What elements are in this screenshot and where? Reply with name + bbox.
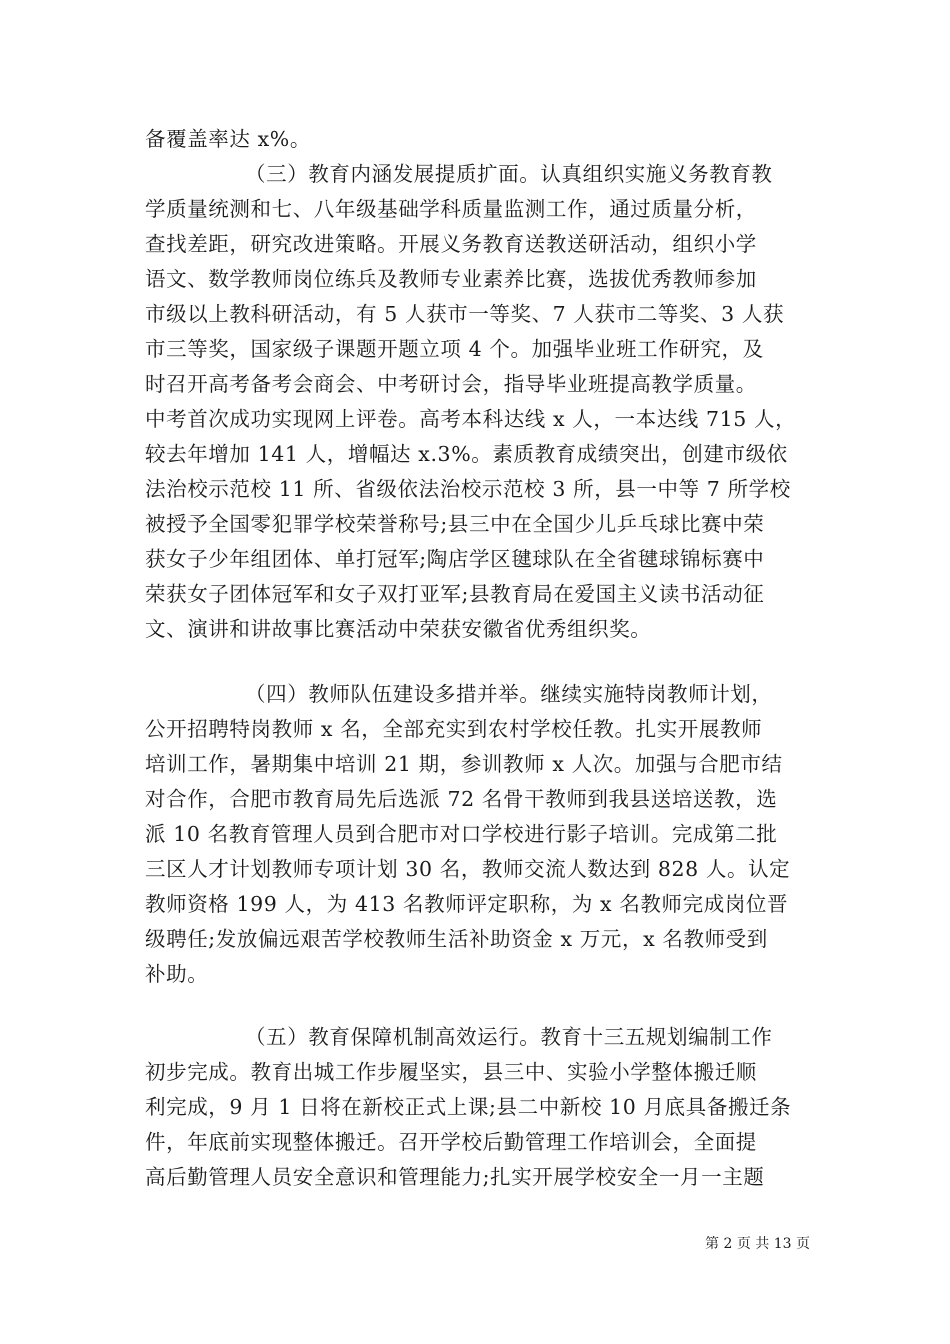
text-line: 法治校示范校 11 所、省级依法治校示范校 3 所，县一中等 7 所学校 [145, 477, 791, 501]
text-line: 市三等奖，国家级子课题开题立项 4 个。加强毕业班工作研究，及 [145, 337, 764, 361]
text-line: 被授予全国零犯罪学校荣誉称号;县三中在全国少儿乒乓球比赛中荣 [145, 512, 765, 536]
text-line: 公开招聘特岗教师 x 名，全部充实到农村学校任教。扎实开展教师 [145, 717, 763, 741]
text-line: 级聘任;发放偏远艰苦学校教师生活补助资金 x 万元，x 名教师受到 [145, 927, 768, 951]
text-line: 高后勤管理人员安全意识和管理能力;扎实开展学校安全一月一主题 [145, 1165, 765, 1189]
text-line: 利完成，9 月 1 日将在新校正式上课;县二中新校 10 月底具备搬迁条 [145, 1095, 792, 1119]
text-line: 文、演讲和讲故事比赛活动中荣获安徽省优秀组织奖。 [145, 617, 652, 641]
text-line: 补助。 [145, 962, 209, 986]
text-line: 对合作，合肥市教育局先后选派 72 名骨干教师到我县送培送教，选 [145, 787, 778, 811]
text-line: 学质量统测和七、八年级基础学科质量监测工作，通过质量分析， [145, 197, 757, 221]
text-line: 初步完成。教育出城工作步履坚实，县三中、实验小学整体搬迁顺 [145, 1060, 757, 1084]
text-line: 荣获女子团体冠军和女子双打亚军;县教育局在爱国主义读书活动征 [145, 582, 765, 606]
text-line: 获女子少年组团体、单打冠军;陶店学区毽球队在全省毽球锦标赛中 [145, 547, 765, 571]
text-line: 较去年增加 141 人，增幅达 x.3%。素质教育成绩突出，创建市级依 [145, 442, 788, 466]
page-number: 第 2 页 共 13 页 [705, 1236, 810, 1252]
text-line: 三区人才计划教师专项计划 30 名，教师交流人数达到 828 人。认定 [145, 857, 791, 881]
text-line: 培训工作，暑期集中培训 21 期，参训教师 x 人次。加强与合肥市结 [145, 752, 783, 776]
text-line: （五）教育保障机制高效运行。教育十三五规划编制工作 [245, 1025, 773, 1049]
text-line: （四）教师队伍建设多措并举。继续实施特岗教师计划， [245, 682, 773, 706]
text-line: 备覆盖率达 x%。 [145, 127, 311, 151]
text-line: （三）教育内涵发展提质扩面。认真组织实施义务教育教 [245, 162, 773, 186]
text-line: 市级以上教科研活动，有 5 人获市一等奖、7 人获市二等奖、3 人获 [145, 302, 785, 326]
text-line: 派 10 名教育管理人员到合肥市对口学校进行影子培训。完成第二批 [145, 822, 778, 846]
text-line: 中考首次成功实现网上评卷。高考本科达线 x 人，一本达线 715 人， [145, 407, 797, 431]
text-line: 查找差距，研究改进策略。开展义务教育送教送研活动，组织小学 [145, 232, 757, 256]
text-line: 教师资格 199 人，为 413 名教师评定职称，为 x 名教师完成岗位晋 [145, 892, 789, 916]
text-line: 时召开高考备考会商会、中考研讨会，指导毕业班提高教学质量。 [145, 372, 757, 396]
text-line: 语文、数学教师岗位练兵及教师专业素养比赛，选拔优秀教师参加 [145, 267, 757, 291]
text-line: 件，年底前实现整体搬迁。召开学校后勤管理工作培训会，全面提 [145, 1130, 757, 1154]
